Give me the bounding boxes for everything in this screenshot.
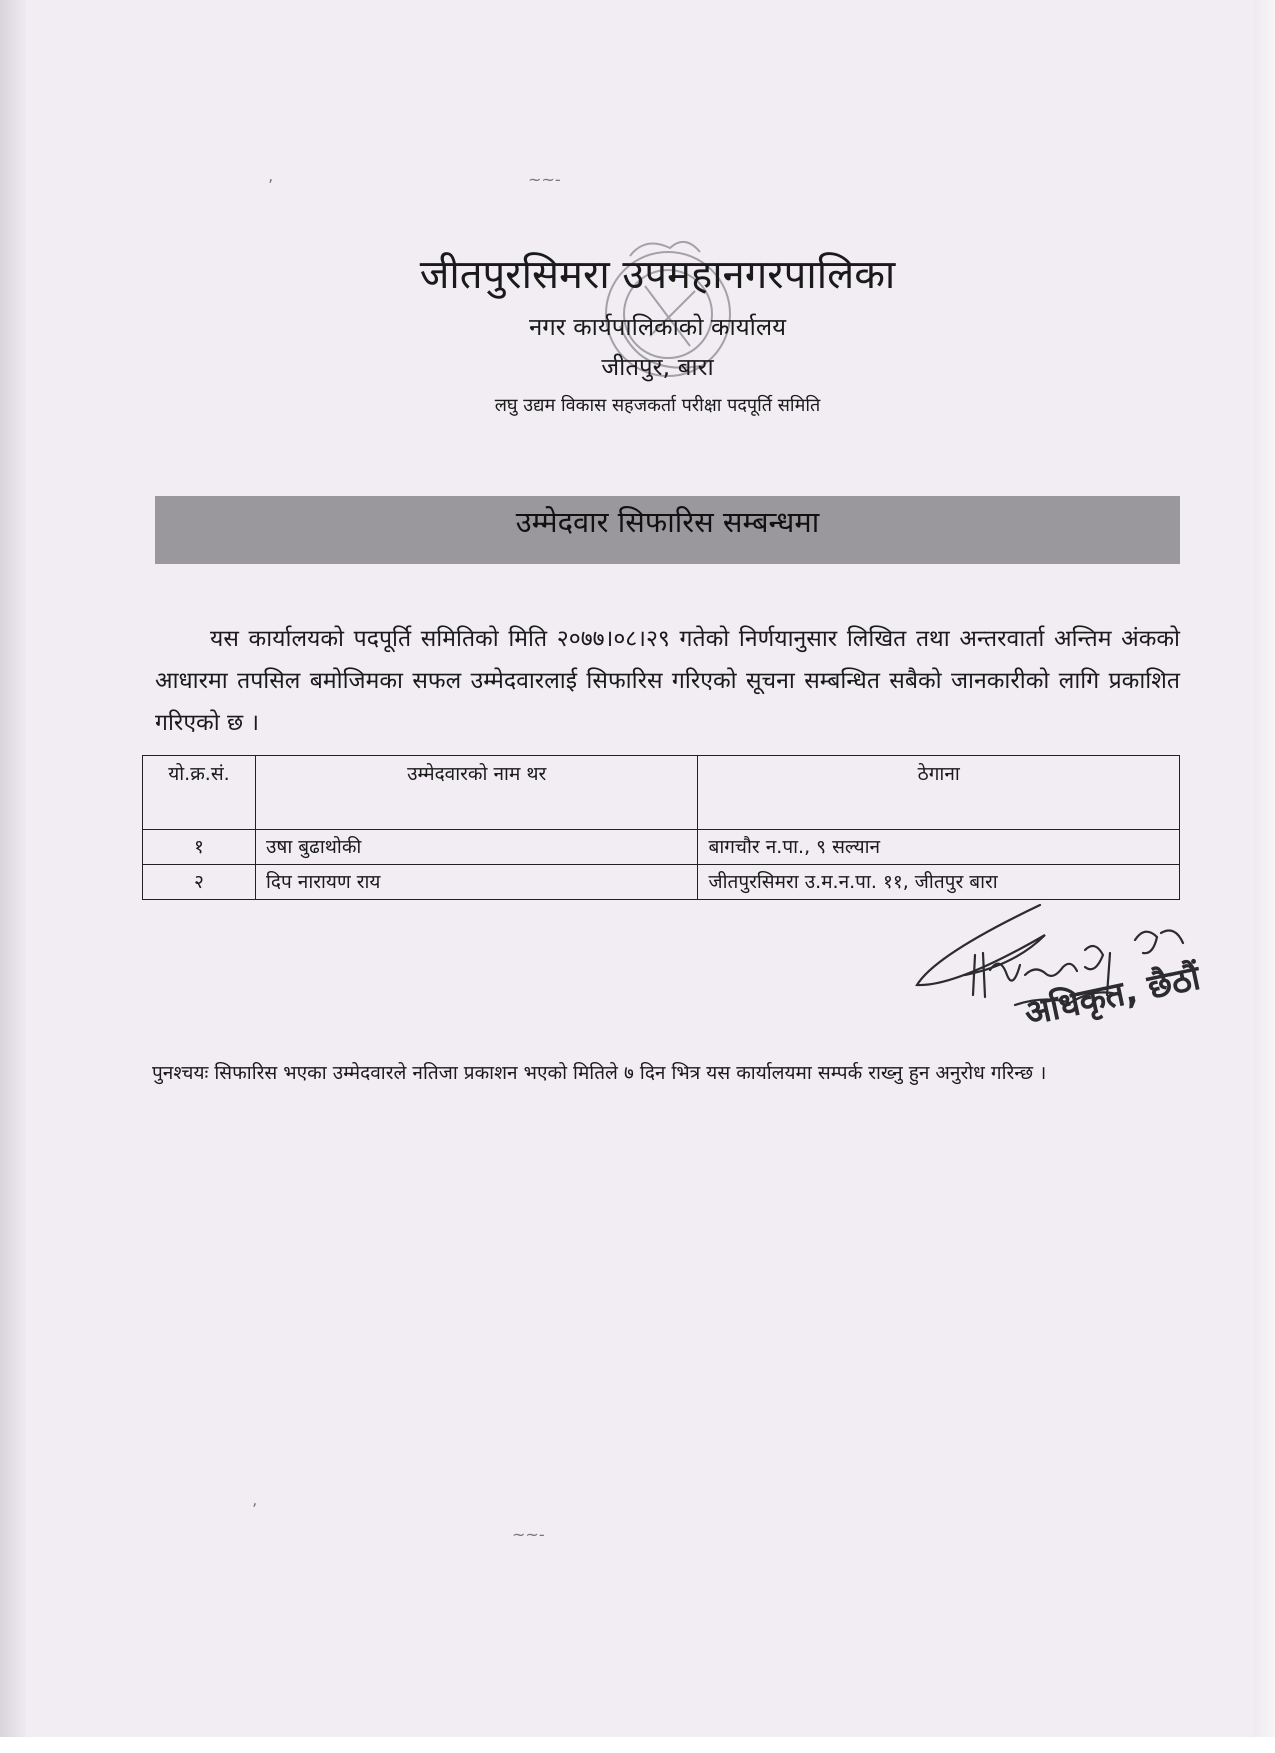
subject-banner xyxy=(155,496,1180,564)
body-paragraph: यस कार्यालयको पदपूर्ति समितिको मिति २०७७।०८।२९ गतेको निर्णयानुसार लिखित तथा अन्तरवार्ता अन्तिम अंकको आधारमा तपसिल बमोजिमका सफल उम्मेदवारलाई सिफारिस गरिएको सूचना सम्बन्धित सबैको जानकारीको लागि प्रकाशित गरिएको छ । xyxy=(155,626,1180,736)
header-candidate-name: उम्मेदवारको नाम थर xyxy=(255,756,698,830)
scan-mark: ʼ xyxy=(252,1500,258,1519)
committee-name: लघु उद्यम विकास सहजकर्ता परीक्षा पदपूर्ति समिति xyxy=(494,395,821,416)
footnote: पुनश्चयः सिफारिस भएका उम्मेदवारले नतिजा प्रकाशन भएको मितिले ७ दिन भित्र यस कार्यालयमा सम्पर्क राख्नु हुन अनुरोध गरिन्छ । xyxy=(152,1062,1047,1084)
letterhead xyxy=(0,245,1275,421)
scan-mark: ~~- xyxy=(528,170,561,189)
table-row xyxy=(143,830,1180,865)
cell-serial-number: २ xyxy=(143,865,256,900)
scan-mark: ~~- xyxy=(512,1525,545,1544)
office-location: जीतपुर, बारा xyxy=(601,353,714,381)
cell-address: बागचौर न.पा., ९ सल्यान xyxy=(698,830,1180,865)
scan-bottom-edge xyxy=(0,1737,1275,1753)
scan-mark: ʼ xyxy=(268,176,274,195)
office-name: नगर कार्यपालिकाको कार्यालय xyxy=(528,313,787,341)
cell-address: जीतपुरसिमरा उ.म.न.पा. ११, जीतपुर बारा xyxy=(698,865,1180,900)
cell-candidate-name: उषा बुढाथोकी xyxy=(255,830,698,865)
header-serial-number: यो.क्र.सं. xyxy=(143,756,256,830)
cell-serial-number: १ xyxy=(143,830,256,865)
header-address: ठेगाना xyxy=(698,756,1180,830)
candidate-table xyxy=(142,755,1180,900)
cell-candidate-name: दिप नारायण राय xyxy=(255,865,698,900)
table-header-row xyxy=(143,756,1180,830)
signatory-title: अधिकृत, छैठौं xyxy=(1021,957,1204,1035)
subject-title: उम्मेदवार सिफारिस सम्बन्धमा xyxy=(515,505,820,539)
organization-name: जीतपुरसिमरा उपमहानगरपालिका xyxy=(419,252,896,298)
